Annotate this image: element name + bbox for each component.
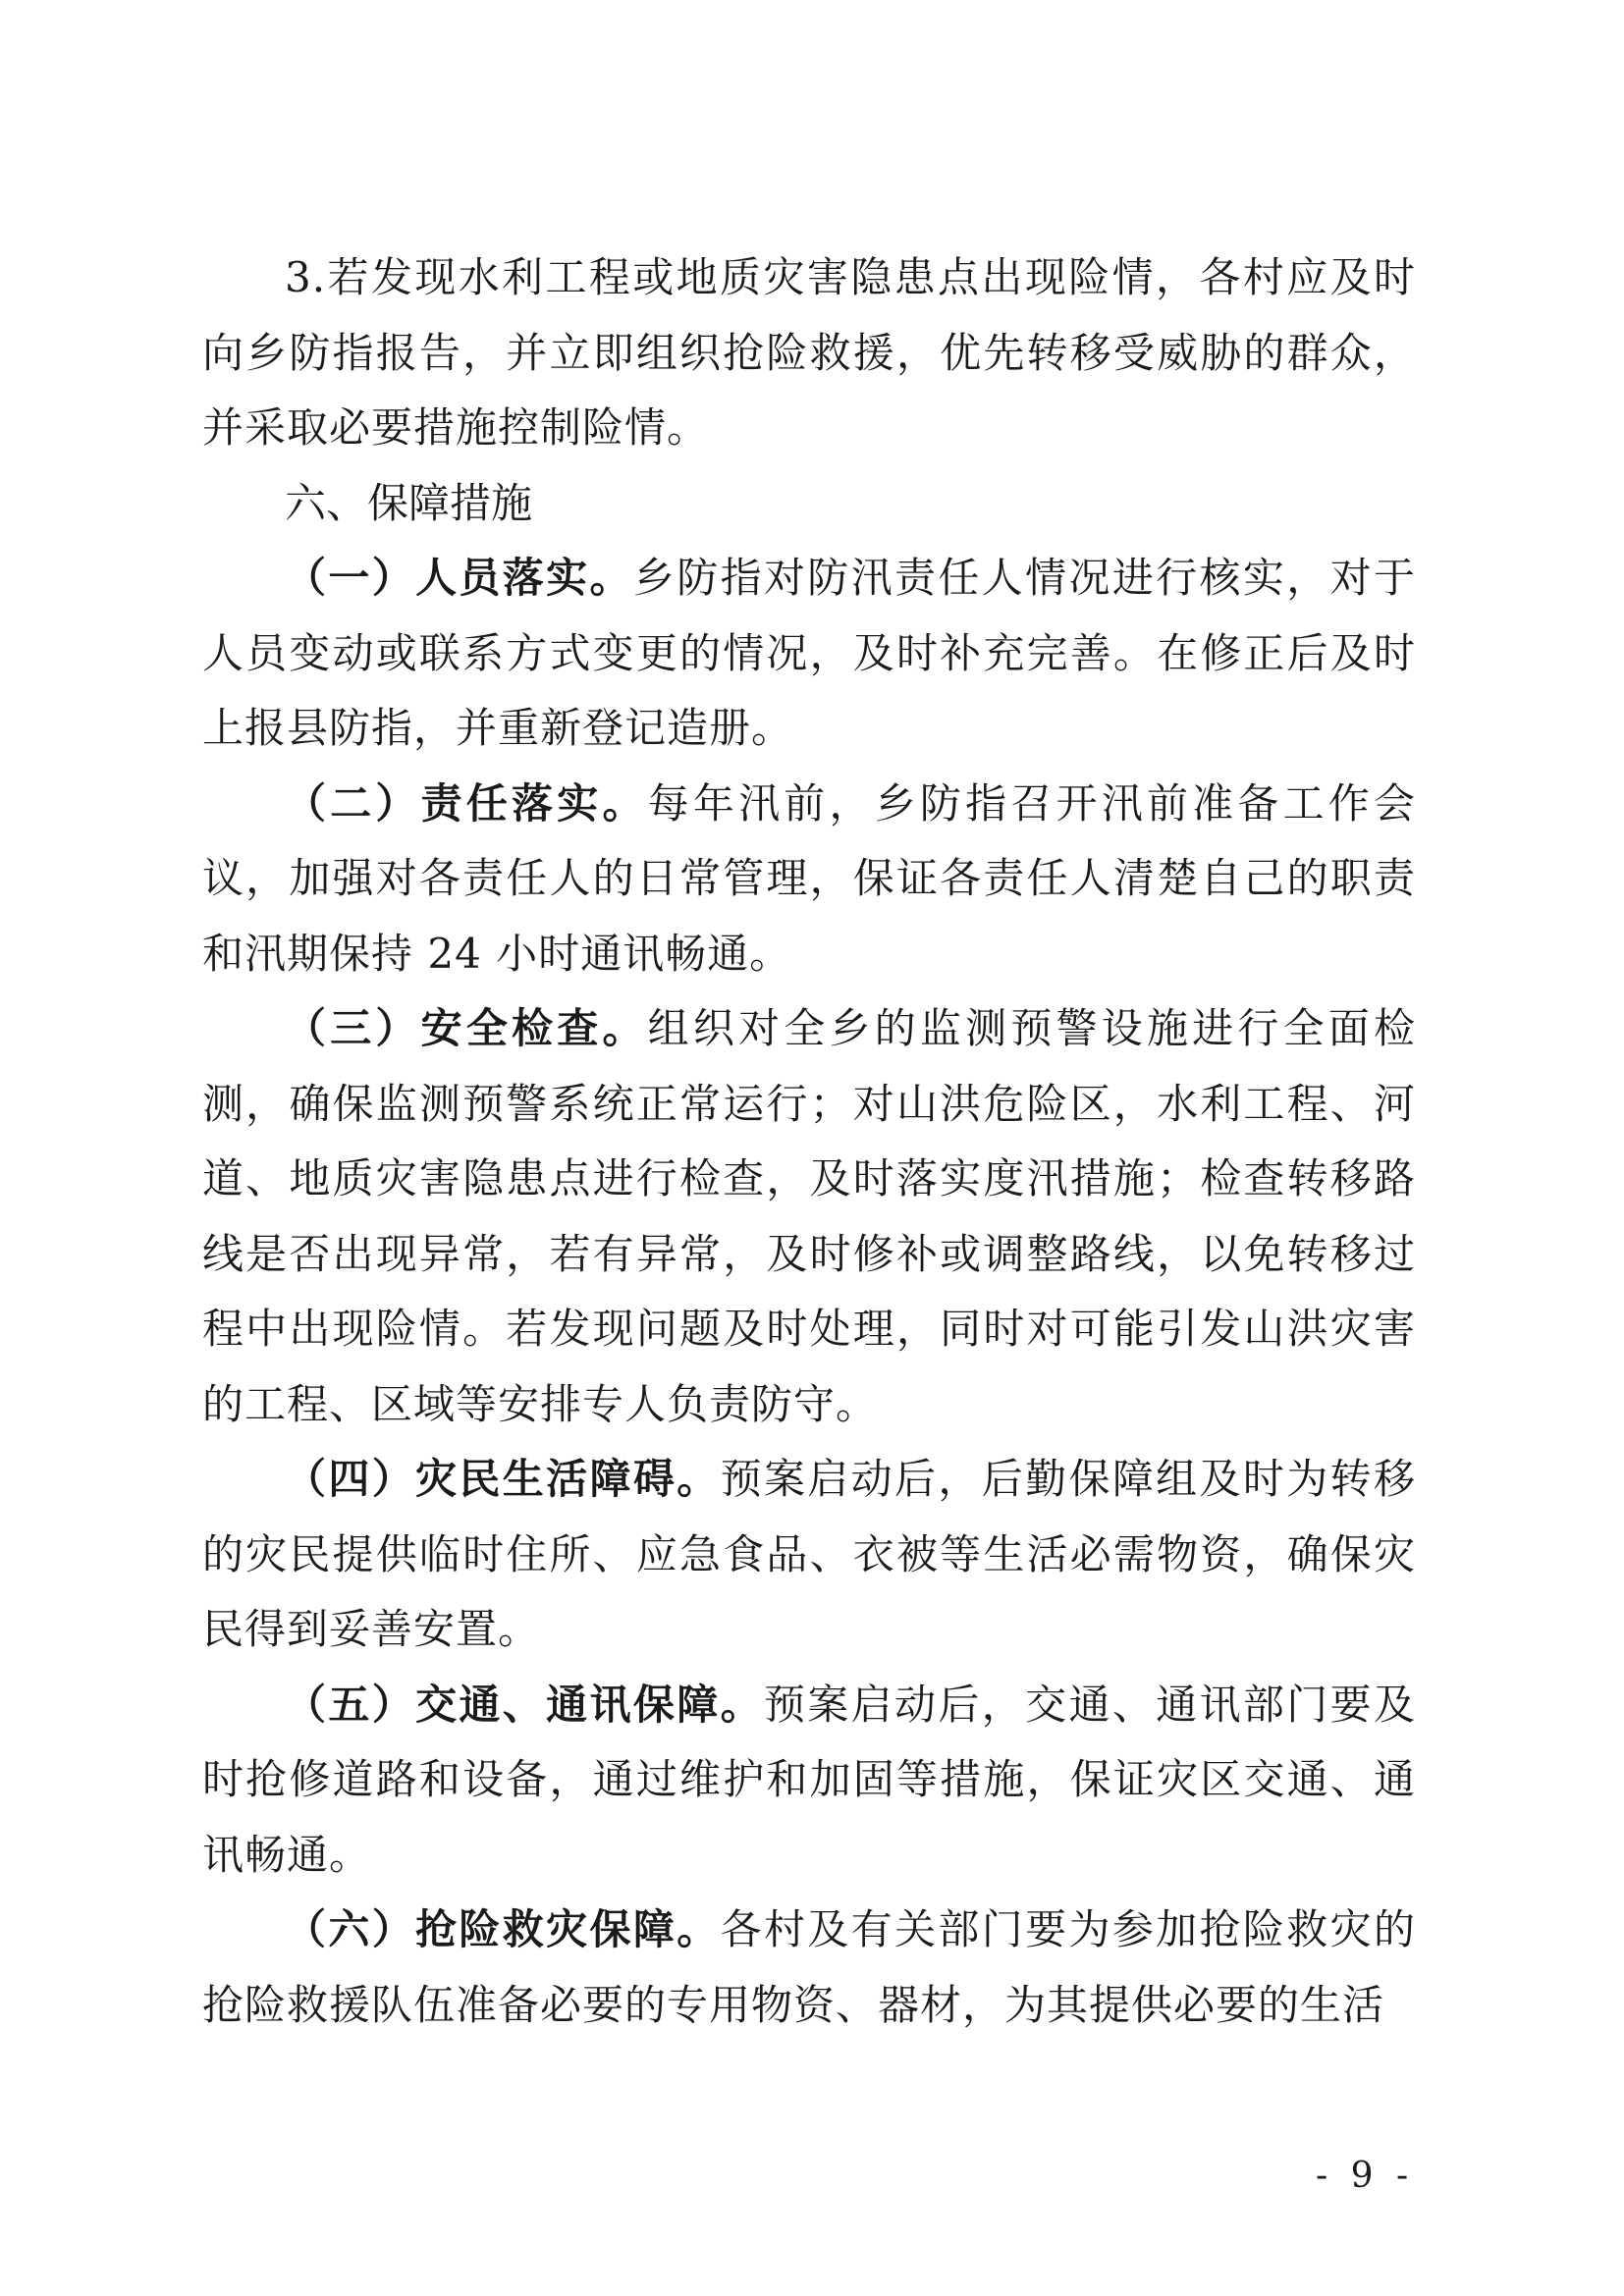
paragraph-transport-comms — [202, 1668, 1416, 1894]
paragraph-text: 每年汛前，乡防指召开汛前准备工作会议，加强对各责任人的日常管理，保证各责任人清楚自己的职责和汛期保持 24 小时通讯畅通。 — [202, 778, 1416, 978]
paragraph-lead: （三）安全检查。 — [285, 1004, 648, 1052]
paragraph-text: 3.若发现水利工程或地质灾害隐患点出现险情，各村应及时向乡防指报告，并立即组织抢险救援，优先转移受威胁的群众，并采取必要措施控制险情。 — [202, 253, 1416, 452]
paragraph-item-3 — [202, 240, 1416, 466]
paragraph-text: 各村及有关部门要为参加抢险救灾的抢险救援队伍准备必要的专用物资、器材，为其提供必要的生活 — [202, 1905, 1416, 2029]
paragraph-rescue-support — [202, 1893, 1416, 2043]
paragraph-safety-check — [202, 991, 1416, 1442]
paragraph-text: 乡防指对防汛责任人情况进行核实，对于人员变动或联系方式变更的情况，及时补充完善。在修正后及时上报县防指，并重新登记造册。 — [202, 554, 1416, 752]
paragraph-lead: （二）责任落实。 — [285, 778, 648, 828]
paragraph-lead: （一）人员落实。 — [285, 554, 633, 602]
page-number: - 9 - — [1316, 2156, 1415, 2196]
paragraph-text: 组织对全乡的监测预警设施进行全面检测，确保监测预警系统正常运行；对山洪危险区，水利工程、河道、地质灾害隐患点进行检查，及时落实度汛措施；检查转移路线是否出现异常，若有异常，及时修补或调整路线，以免转移过程中出现险情。若发现问题及时处理，同时对可能引发山洪灾害的工程、区域等安排专人负责防守。 — [202, 1004, 1416, 1428]
paragraph-text: 预案启动后，后勤保障组及时为转移的灾民提供临时住所、应急食品、衣被等生活必需物资，确保灾民得到妥善安置。 — [202, 1455, 1416, 1653]
paragraph-lead: （四）灾民生活障碍。 — [285, 1455, 721, 1503]
paragraph-lead: （六）抢险救灾保障。 — [285, 1905, 721, 1953]
paragraph-victim-living — [202, 1442, 1416, 1668]
section-heading: 六、保障措施 — [285, 478, 533, 527]
paragraph-text: 预案启动后，交通、通讯部门要及时抢修道路和设备，通过维护和加固等措施，保证灾区交通、通讯畅通。 — [202, 1680, 1416, 1879]
paragraph-lead: （五）交通、通讯保障。 — [285, 1680, 764, 1729]
document-body — [202, 240, 1416, 2043]
paragraph-personnel — [202, 541, 1416, 767]
paragraph-responsibility — [202, 767, 1416, 992]
